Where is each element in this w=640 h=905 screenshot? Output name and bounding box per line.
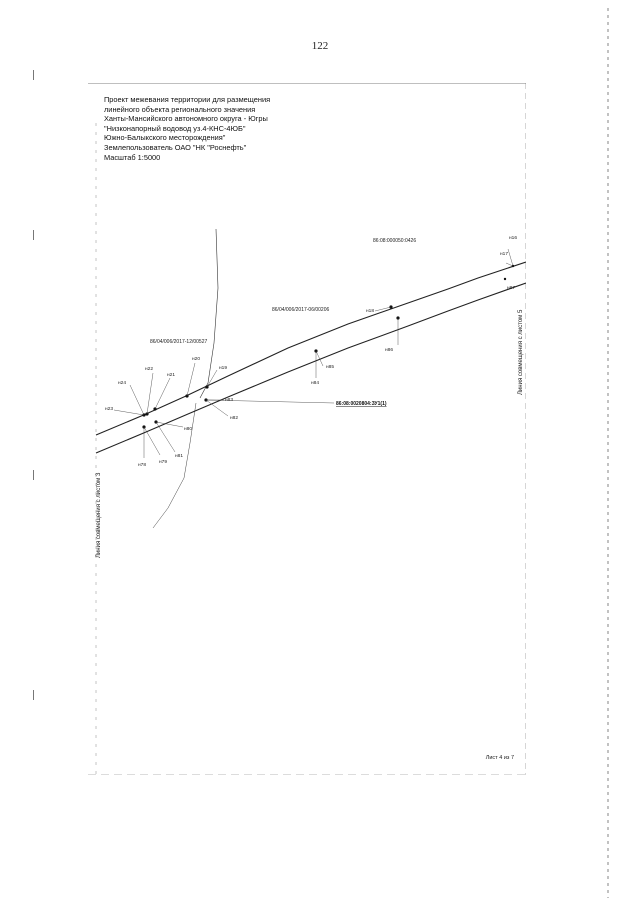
point-label-n18: н18 [366,309,374,314]
point-label-n78: н78 [138,463,146,468]
point-label-n82: н82 [230,416,238,421]
title-line-7: Масштаб 1:5000 [104,152,161,162]
point-label-n83: н83 [225,398,233,403]
point-label-n20: н20 [192,357,200,362]
point-label-n85: н85 [326,365,334,370]
title-line-2: линейного объекта регионального значения [104,104,256,114]
point-label-n84: н84 [311,381,319,386]
drawing-sheet [88,83,526,775]
corridor-upper-line [96,262,526,435]
title-line-5: Южно-Балыкского месторождения" [104,133,226,143]
point-label-n79: н79 [159,460,167,465]
title-line-3: Ханты-Мансийского автономного округа - Югры [104,114,268,124]
scan-margin-mark [33,470,34,480]
point-label-n22: н22 [145,367,153,372]
title-line-1: Проект межевания территории для размещения [104,95,271,104]
side-label-left: Линия совмещения с листом 3 [96,472,102,558]
point-label-n23: н23 [105,407,113,412]
boundary-line-south [153,403,196,528]
point-label-n86: н86 [385,348,393,353]
parcel-label-top-right: 86:08:000050:0426 [373,238,417,244]
point-label-n81: н81 [175,454,183,459]
scan-margin-mark [33,230,34,240]
title-block [104,95,270,162]
scan-margin-mark [33,690,34,700]
point-label-n16: н16 [509,236,517,241]
parcel-label-left: 86/04/006/2017-12/00527 [150,339,208,345]
scan-margin-mark [33,70,34,80]
parcel-label-underlined: 86:08:0020804:ЗУ1(1) [336,401,387,407]
point-label-n17: н17 [500,252,508,257]
sheet-number-label: Лист 4 из 7 [485,755,514,761]
point-label-n80: н80 [184,427,192,432]
point-label-n21: н21 [167,373,175,378]
point-label-n87: н87 [507,286,515,291]
point-label-n19: н19 [219,366,227,371]
title-line-4: "Низконапорный водовод уз.4-КНС-4ЮБ" [104,123,246,133]
point-n87 [504,278,506,280]
parcel-label-middle: 86/04/006/2017-06/00206 [272,307,330,313]
scan-margin-line [607,8,609,898]
page-number: 122 [311,40,329,52]
title-line-6: Землепользователь ОАО "НК "Роснефть" [104,142,247,152]
plan-drawing [88,83,526,775]
side-label-right: Линия совмещения с листом 5 [518,309,524,395]
point-label-n24: н24 [118,381,126,386]
